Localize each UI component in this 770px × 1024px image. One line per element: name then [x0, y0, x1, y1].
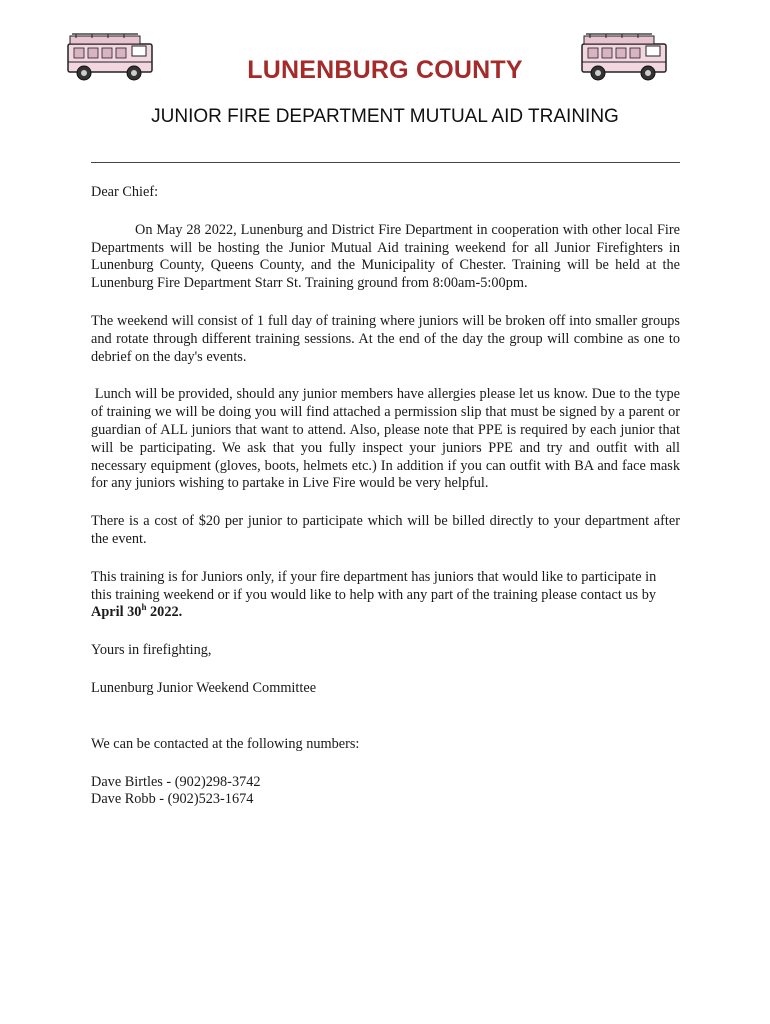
contact-intro: We can be contacted at the following numbers: [91, 735, 360, 752]
letter-body [91, 184, 680, 809]
deadline-date: April 30$^h$ 2022. [91, 602, 183, 621]
paragraph-requirements-text: Lunch will be provided, should any junior members have allergies please let us know. Due to the type of training we will be doing you will find attached a permission slip that must be signed by a parent or guardian of ALL juniors that want to attend. Also, please note that PPE is required by each junior that will be participating. We ask that you fully inspect your juniors PPE and try and outfit with all necessary equipment (gloves, boots, helmets etc.) In addition if you can outfit with BA and face mask for any juniors wishing to partake in Live Fire would be very helpful. [91, 386, 680, 492]
contact-line: Dave Birtles - (902)298-3742 [91, 773, 261, 790]
salutation: Dear Chief: [91, 184, 159, 200]
paragraph-cost: There is a cost of $20 per junior to participate which will be billed directly to your department after the event. [91, 513, 680, 547]
paragraph-contact-deadline [91, 569, 680, 622]
header-divider [91, 162, 680, 163]
paragraph-intro: On May 28 2022, Lunenburg and District Fire Department in cooperation with other local Fire Departments will be hosting the Junior Mutual Aid training weekend for all Junior Firefighters in Lunenburg County, Queens County, and the Municipality of Chester. Training will be held at the Lunenburg Fire Department Starr St. Training ground from 8:00am-5:00pm. [91, 221, 680, 292]
date-suffix: h [141, 602, 147, 613]
page-title: LUNENBURG COUNTY [247, 56, 523, 84]
deadline-text: This training is for Juniors only, if your fire department has juniors that would like to participate in this training weekend or if you would like to help with any part of the training please contact us by [91, 568, 657, 603]
page-subtitle: JUNIOR FIRE DEPARTMENT MUTUAL AID TRAINING [151, 106, 619, 127]
paragraph-requirements [91, 386, 680, 493]
contact-line: Dave Robb - (902)523-1674 [91, 791, 254, 808]
paragraph-schedule: The weekend will consist of 1 full day of training where juniors will be broken off into smaller groups and rotate through different training sessions. At the end of the day the group will combine as one to debrief on the day's events. [91, 312, 680, 365]
closing: Yours in firefighting, [91, 642, 212, 659]
signature: Lunenburg Junior Weekend Committee [91, 679, 317, 696]
